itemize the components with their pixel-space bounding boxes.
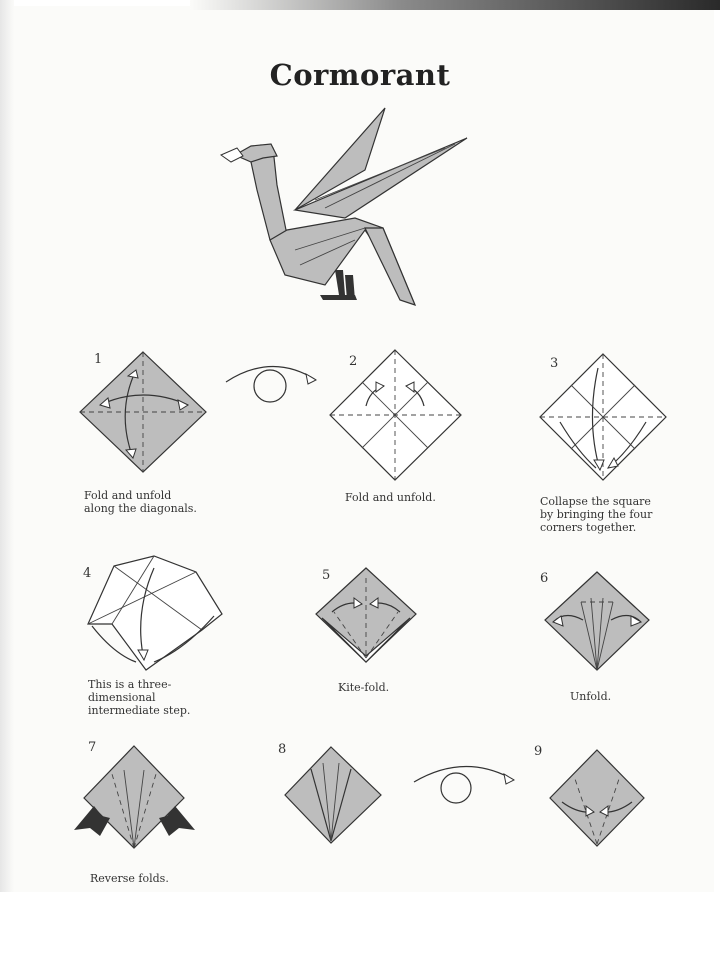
page-edge-shadow <box>0 0 14 892</box>
step-3-caption: Collapse the square by bringing the four corners together. <box>540 495 653 534</box>
step-4-diagram <box>84 554 224 674</box>
scan-edge-shadow <box>190 0 720 10</box>
step-8-diagram <box>283 745 383 845</box>
step-6-caption: Unfold. <box>570 690 612 703</box>
step-number: 3 <box>550 356 559 371</box>
step-number: 2 <box>349 354 358 369</box>
step-5-caption: Kite-fold. <box>338 681 390 694</box>
cormorant-model-illustration <box>215 100 475 335</box>
step-number: 6 <box>540 571 549 586</box>
step-5-diagram <box>314 566 419 666</box>
turn-over-icon <box>222 360 322 405</box>
step-number: 8 <box>278 742 287 757</box>
step-number: 5 <box>322 568 331 583</box>
step-4-caption: This is a three- dimensional intermediate step. <box>88 678 191 717</box>
step-number: 1 <box>94 352 103 367</box>
step-1-caption: Fold and unfold along the diagonals. <box>84 489 197 515</box>
step-number: 7 <box>88 740 97 755</box>
page-title: Cormorant <box>269 58 451 92</box>
step-1-diagram <box>78 350 208 475</box>
step-9-diagram <box>548 748 646 848</box>
step-7-caption: Reverse folds. <box>90 872 169 885</box>
step-number: 9 <box>534 744 543 759</box>
turn-over-icon <box>410 760 520 805</box>
step-number: 4 <box>83 566 92 581</box>
step-7-diagram <box>72 744 197 854</box>
step-3-diagram <box>538 352 668 482</box>
step-2-diagram <box>328 348 463 483</box>
step-6-diagram <box>543 570 651 672</box>
step-2-caption: Fold and unfold. <box>345 491 436 504</box>
